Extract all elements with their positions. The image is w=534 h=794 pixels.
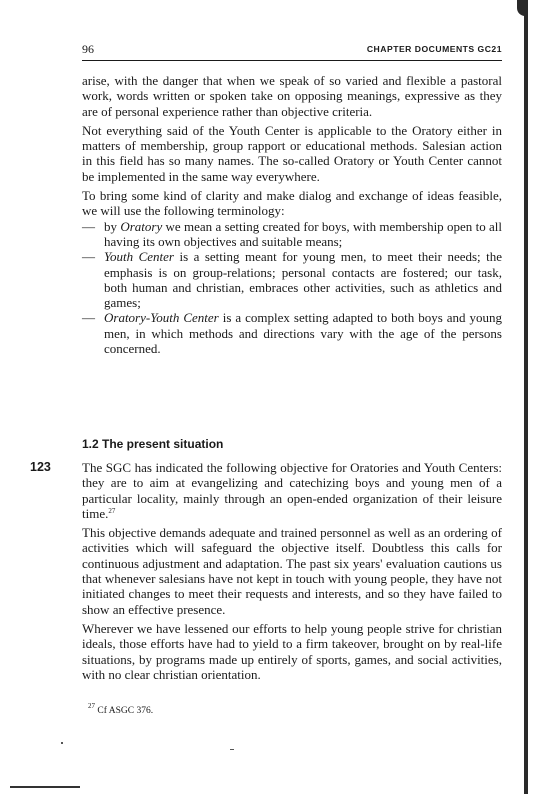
terminology-item-oratory-youth-center: — Oratory-Youth Center is a complex setting adapted to both boys and young men, in which methods and directions vary with the age of the persons concerned. [82,310,503,357]
scan-edge-artifact [10,786,80,788]
paragraph-number: 123 [30,460,51,474]
term: Oratory-Youth Center [104,310,219,326]
dash-marker: — [82,310,95,326]
term: Oratory [120,218,163,234]
paragraph: This objective demands adequate and trained personnel as well as an ordering of activities which will safeguard the objective itself. Doubtless this calls for continuous adjustment and adaptation. The past six years' evaluation cautions us that whenever salesians have not kept in touch with young people, they have not initiated changes to meet their requests and interests, and so they have failed to show an effective presence. [82,525,502,617]
footnote-number: 27 [88,702,95,710]
terminology-item-oratory: — by Oratory we mean a setting created for boys, with membership open to all having its own objectives and suitable means; [82,218,503,249]
footnote-text: Cf ASGC 376. [97,706,154,716]
footnote [88,702,154,716]
terminology-item-youth-center: — Youth Center is a setting meant for young men, to meet their needs; the emphasis is on group-relations; personal contacts are fostered; our task, both human and christian, embraces other activities, such as athletics and games; [82,249,503,311]
paragraph: arise, with the danger that when we speak of so varied and flexible a pastoral work, words written or spoken take on opposing meanings, expressive as they are of personal experience rather than objective criteria. [82,73,502,119]
term: Youth Center [104,249,174,265]
dash-marker: — [82,218,95,234]
paragraph: Not everything said of the Youth Center is applicable to the Oratory either in matters of membership, group rapport or educational methods. Salesian action in this field has so many names. The so-called Oratory or Youth Center cannot be implemented in the same way everywhere. [82,122,502,184]
running-head [82,42,502,56]
paragraph: To bring some kind of clarity and make dialog and exchange of ideas feasible, we will use the following terminology: [82,188,502,219]
section-text [82,460,502,682]
section-heading: 1.2 The present situation [82,437,224,451]
scan-speck [61,742,63,744]
scan-speck [230,749,234,750]
paragraph: Wherever we have lessened our efforts to help young people strive for christian ideals, those efforts have had to yield to a firm takeover, brought on by real-life situations, by programs made up entirely of sports, games, and social activities, with no clear christian orientation. [82,620,502,682]
page-number: 96 [82,42,94,56]
footnote-ref: 27 [108,506,116,515]
intro-text [82,73,502,356]
chapter-title: CHAPTER DOCUMENTS GC21 [366,44,502,54]
scan-edge-artifact [524,0,528,794]
paragraph: The SGC has indicated the following objective for Oratories and Youth Centers: they are to aim at evangelizing and catechizing boys and young men of a particular locality, mainly through an open-ended organization of their leisure time.$^{27}$ [82,460,502,521]
header-rule [82,60,502,61]
dash-marker: — [82,249,95,265]
